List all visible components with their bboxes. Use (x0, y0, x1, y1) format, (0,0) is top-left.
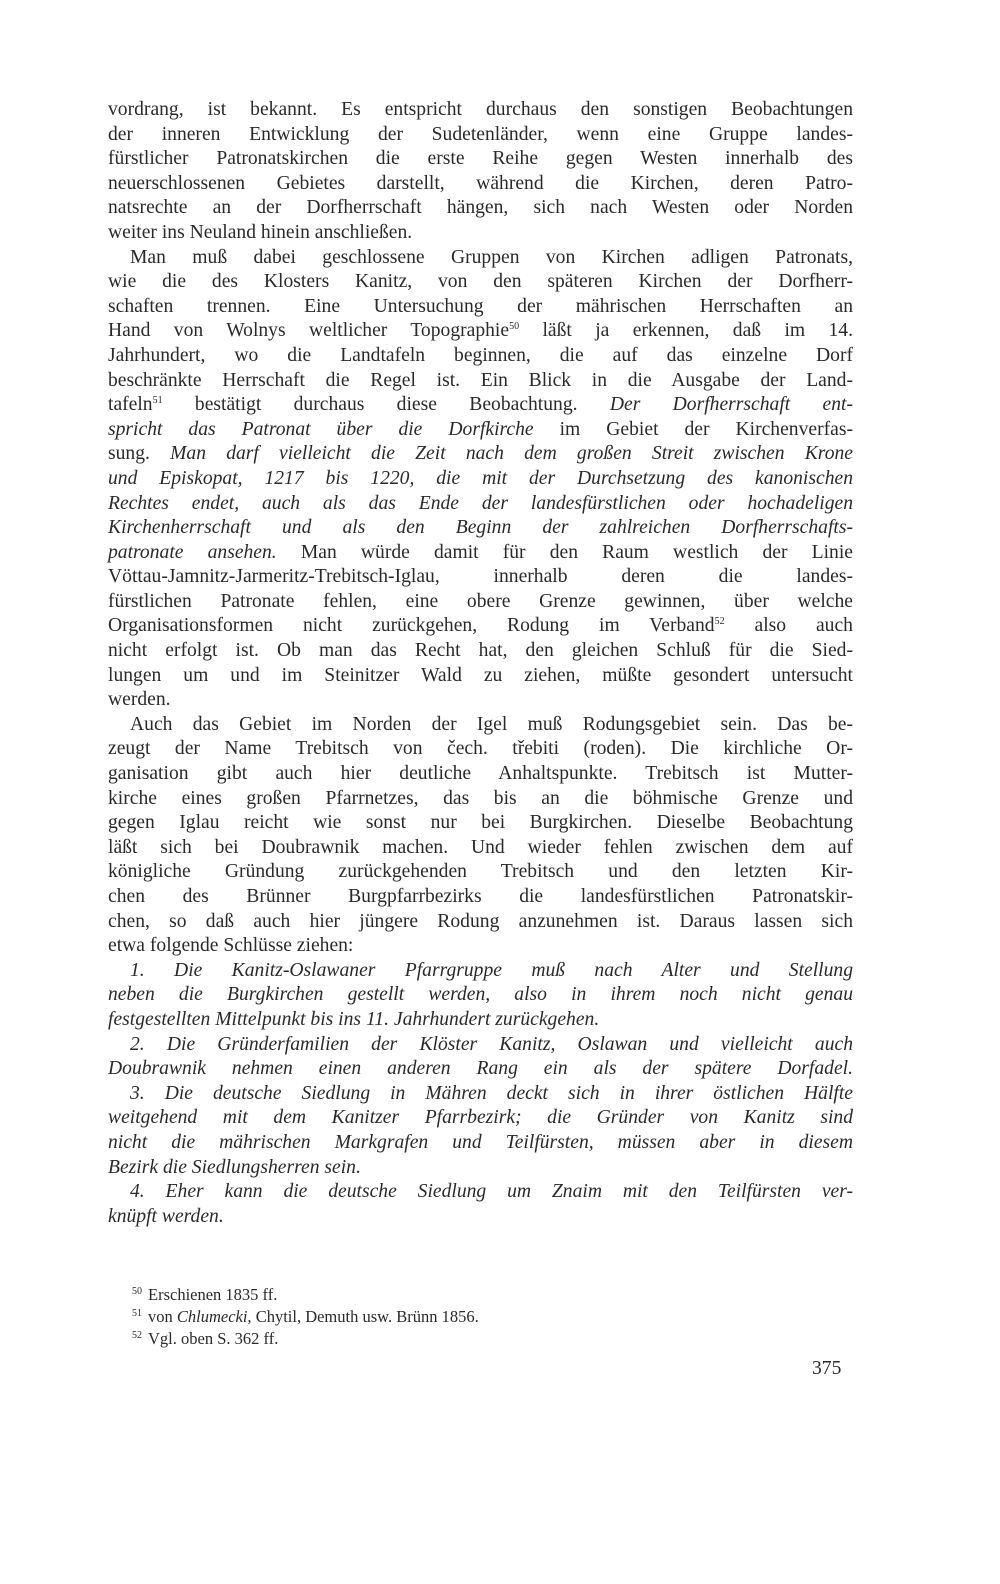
text-line: nicht die mährischen Markgrafen und Teilfürsten, müssen aber in diesem (108, 1131, 853, 1153)
text-line: knüpft werden. (108, 1205, 224, 1227)
text-line: chen, so daß auch hier jüngere Rodung anzunehmen ist. Daraus lassen sich (108, 910, 853, 932)
text-line: weitgehend mit dem Kanitzer Pfarrbezirk; die Gründer von Kanitz sind (108, 1107, 853, 1129)
italic-segment: spricht das Patronat über die Dorfkirche (108, 418, 534, 440)
italic-segment: Der Dorfherrschaft ent- (609, 394, 853, 416)
text-line: 1. Die Kanitz-Oslawaner Pfarrgruppe muß nach Alter und Stellung (130, 959, 853, 981)
body-text (108, 98, 853, 1229)
text-line: kirche eines großen Pfarrnetzes, das bis an die böhmische Grenze und (108, 787, 853, 809)
footnote-text: von (148, 1307, 177, 1326)
text-segment: im Gebiet der Kirchenverfas- (533, 418, 853, 440)
text-line: festgestellten Mittelpunkt bis ins 11. Jahrhundert zurückgehen. (108, 1008, 600, 1030)
text-line (108, 393, 853, 418)
text-line: wie die des Klosters Kanitz, von den späteren Kirchen der Dorfherr- (108, 271, 853, 293)
text-line: 2. Die Gründerfamilien der Klöster Kanitz, Oslawan und vielleicht auch (130, 1033, 853, 1055)
footnote-italic: Chlumecki, (176, 1307, 252, 1326)
text-line: neben die Burgkirchen gestellt werden, also in ihrem noch nicht genau (108, 984, 853, 1006)
text-line: königliche Gründung zurückgehenden Trebitsch und den letzten Kir- (108, 861, 853, 883)
text-segment: tafeln (108, 394, 153, 416)
text-line: Man muß dabei geschlossene Gruppen von Kirchen adligen Patronats, (130, 246, 853, 268)
text-line: Vöttau-Jamnitz-Jarmeritz-Trebitsch-Iglau, innerhalb deren die landes- (108, 566, 853, 588)
text-line: zeugt der Name Trebitsch von čech. třebiti (roden). Die kirchliche Or- (108, 738, 853, 760)
footnote-text: Chytil, Demuth usw. Brünn 1856. (251, 1307, 479, 1326)
text-line: etwa folgende Schlüsse ziehen: (108, 935, 354, 957)
footnote-52 (132, 1328, 479, 1350)
text-line: weiter ins Neuland hinein anschließen. (108, 221, 413, 243)
footnote-text: Vgl. oben S. 362 ff. (148, 1329, 279, 1348)
text-segment: sung. (108, 443, 171, 465)
footnote-text: Erschienen 1835 ff. (148, 1285, 278, 1304)
text-line: lungen um und im Steinitzer Wald zu ziehen, müßte gesondert untersucht (108, 664, 853, 686)
text-line: Doubrawnik nehmen einen anderen Rang ein als der spätere Dorfadel. (108, 1058, 853, 1080)
page-number: 375 (812, 1358, 842, 1379)
text-line: ganisation gibt auch hier deutliche Anhaltspunkte. Trebitsch ist Mutter- (108, 763, 853, 785)
footnote-ref-52: 52 (714, 616, 725, 628)
text-segment: Man würde damit für den Raum westlich der Linie (276, 541, 853, 563)
text-line: fürstlichen Patronate fehlen, eine obere Grenze gewinnen, über welche (108, 590, 853, 612)
footnote-50 (132, 1284, 479, 1306)
text-line: Jahrhundert, wo die Landtafeln beginnen, die auf das einzelne Dorf (108, 344, 853, 366)
text-line: nicht erfolgt ist. Ob man das Recht hat, den gleichen Schluß für die Sied- (108, 640, 853, 662)
text-line: werden. (108, 689, 171, 711)
text-line: chen des Brünner Burgpfarrbezirks die landesfürstlichen Patronatskir- (108, 886, 853, 907)
text-line (108, 418, 853, 443)
text-line (108, 319, 853, 344)
text-line: Bezirk die Siedlungsherren sein. (108, 1156, 361, 1178)
footnote-ref-50: 50 (509, 321, 520, 333)
text-line (108, 442, 853, 467)
italic-segment: patronate ansehen. (108, 541, 277, 563)
footnote-number: 52 (132, 1330, 142, 1341)
text-segment: also auch (724, 615, 853, 637)
text-line: beschränkte Herrschaft die Regel ist. Ein Blick in die Ausgabe der Land- (108, 369, 853, 391)
text-line: der inneren Entwicklung der Sudetenländer, wenn eine Gruppe landes- (108, 123, 853, 145)
text-segment: läßt ja erkennen, daß im 14. (519, 320, 853, 342)
footnote-number: 51 (132, 1308, 142, 1319)
footnote-51 (132, 1306, 479, 1328)
text-line (108, 614, 853, 639)
text-segment: Organisationsformen nicht zurückgehen, Rodung im Verband (108, 615, 715, 637)
text-line: und Episkopat, 1217 bis 1220, die mit der Durchsetzung des kanonischen (108, 467, 853, 489)
text-line: gegen Iglau reicht wie sonst nur bei Burgkirchen. Dieselbe Beobachtung (108, 812, 853, 834)
text-line: vordrang, ist bekannt. Es entspricht durchaus den sonstigen Beobachtungen (108, 99, 853, 120)
text-line: natsrechte an der Dorfherrschaft hängen, sich nach Westen oder Norden (108, 197, 853, 219)
italic-segment: Man darf vielleicht die Zeit nach dem großen Streit zwischen Krone (170, 443, 853, 465)
footnote-number: 50 (132, 1286, 142, 1297)
text-segment: Hand von Wolnys weltlicher Topographie (108, 320, 510, 342)
text-line: läßt sich bei Doubrawnik machen. Und wieder fehlen zwischen dem auf (108, 836, 853, 858)
text-line (108, 541, 853, 566)
text-line: fürstlicher Patronatskirchen die erste Reihe gegen Westen innerhalb des (108, 148, 853, 170)
text-line: neuerschlossenen Gebietes darstellt, während die Kirchen, deren Patro- (108, 172, 853, 194)
text-line: Auch das Gebiet im Norden der Igel muß Rodungsgebiet sein. Das be- (130, 713, 853, 735)
text-line: 3. Die deutsche Siedlung in Mähren deckt sich in ihrer östlichen Hälfte (130, 1082, 853, 1104)
text-line: 4. Eher kann die deutsche Siedlung um Znaim mit den Teilfürsten ver- (130, 1181, 853, 1203)
footnotes (132, 1284, 479, 1350)
text-line: Rechtes endet, auch als das Ende der landesfürstlichen oder hochadeligen (108, 492, 853, 514)
text-segment: bestätigt durchaus diese Beobachtung. (162, 394, 610, 416)
footnote-ref-51: 51 (152, 395, 163, 407)
text-line: Kirchenherrschaft und als den Beginn der zahlreichen Dorfherrschafts- (108, 517, 853, 539)
text-line: schaften trennen. Eine Untersuchung der mährischen Herrschaften an (108, 295, 853, 317)
